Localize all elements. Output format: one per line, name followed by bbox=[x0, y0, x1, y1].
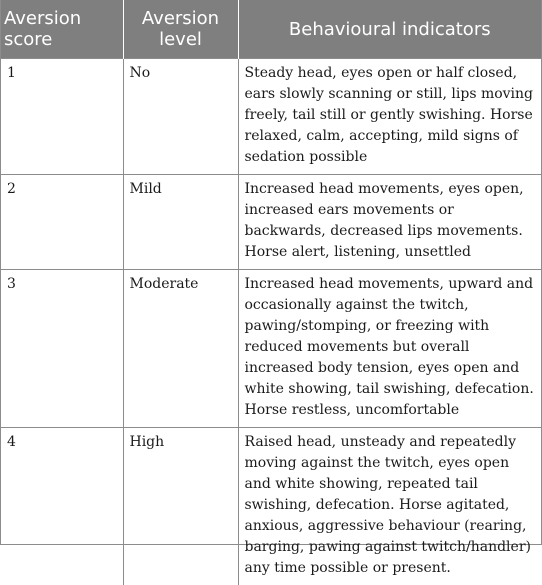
table-header bbox=[1, 0, 541, 59]
table-row bbox=[1, 175, 541, 270]
cell-score: 3 bbox=[1, 270, 123, 428]
cell-score: 1 bbox=[1, 59, 123, 175]
cell-score: 4 bbox=[1, 428, 123, 585]
header-row bbox=[1, 0, 541, 59]
table-row bbox=[1, 428, 541, 585]
cell-level: Mild bbox=[123, 175, 238, 270]
header-aversion-score: Aversion score bbox=[1, 0, 123, 59]
cell-indicators: Raised head, unsteady and repeatedly moving against the twitch, eyes open and white showing, repeated tail swishing, defecation. Horse agitated, anxious, aggressive behaviour (rearing, barging, pawing against twitch/handler) any time possible or present. bbox=[238, 428, 541, 585]
header-behavioural-indicators: Behavioural indicators bbox=[238, 0, 541, 59]
table-body bbox=[1, 59, 541, 585]
cell-indicators: Steady head, eyes open or half closed, ears slowly scanning or still, lips moving freely, tail still or gently swishing. Horse relaxed, calm, accepting, mild signs of sedation possible bbox=[238, 59, 541, 175]
aversion-score-table bbox=[1, 0, 541, 585]
cell-level: High bbox=[123, 428, 238, 585]
table-row bbox=[1, 270, 541, 428]
cell-indicators: Increased head movements, eyes open, increased ears movements or backwards, decreased lips movements. Horse alert, listening, unsettled bbox=[238, 175, 541, 270]
cell-level: Moderate bbox=[123, 270, 238, 428]
header-aversion-level: Aversion level bbox=[123, 0, 238, 59]
cell-score: 2 bbox=[1, 175, 123, 270]
table-row bbox=[1, 59, 541, 175]
cell-level: No bbox=[123, 59, 238, 175]
cell-indicators: Increased head movements, upward and occasionally against the twitch, pawing/stomping, or freezing with reduced movements but overall increased body tension, eyes open and white showing, tail swishing, defecation. Horse restless, uncomfortable bbox=[238, 270, 541, 428]
